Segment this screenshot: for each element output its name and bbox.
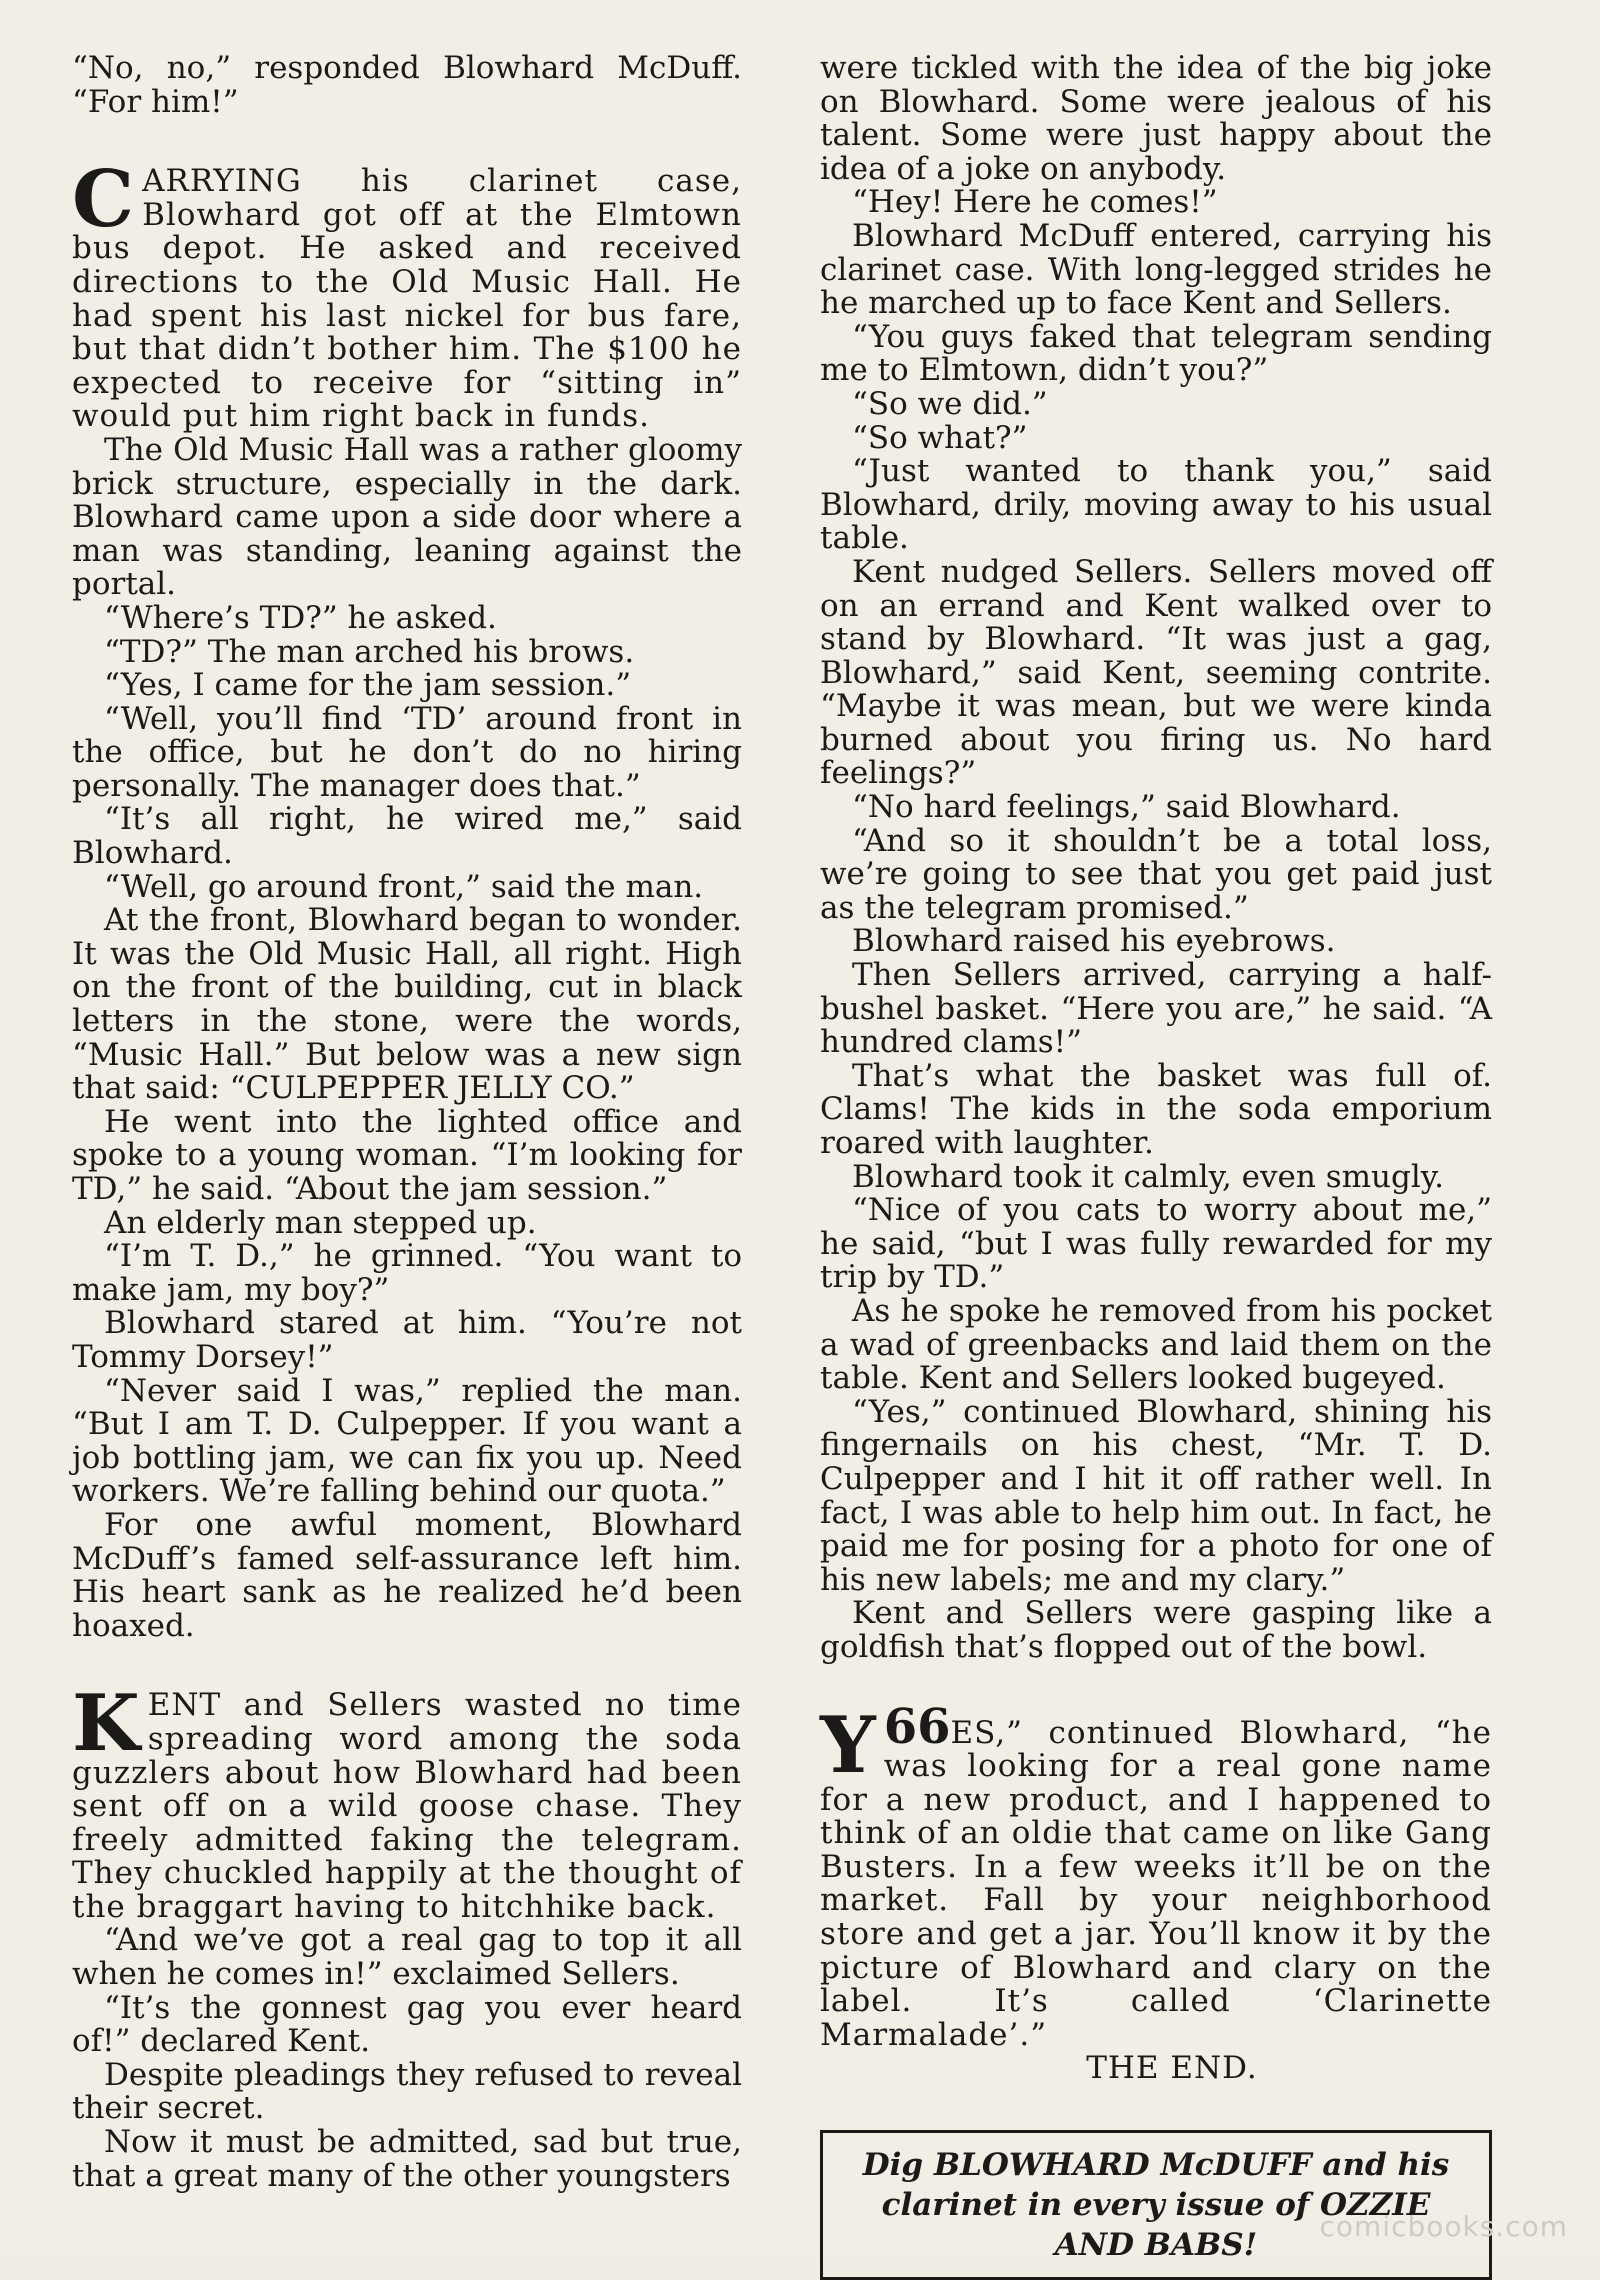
paragraph: Blowhard McDuff entered, carrying his clarinet case. With long-legged strides he he marched up to face Kent and Sellers. xyxy=(820,217,1492,322)
paragraph: As he spoke he removed from his pocket a wad of greenbacks and laid them on the table. Kent and Sellers looked bugeyed. xyxy=(820,1292,1492,1397)
paragraph: “So what?” xyxy=(852,419,1028,456)
lead-text: ES,” continued Blowhard, “he was looking for a real gone name for a new product, and I happened to think of an oldie that came on like Gang Busters. In a few weeks it’ll be on the market. Fall by your neighborhood store and get a jar. You’ll know it by the picture of Blowhard and clary on the label. It’s called ‘Clarinette Marmalade’.” xyxy=(820,1714,1492,2053)
section-gap xyxy=(72,1643,742,1689)
paragraph: “It’s all right, he wired me,” said Blowhard. xyxy=(72,801,742,872)
drop-cap: Y xyxy=(820,1699,876,1791)
section-lead-paragraph xyxy=(72,1678,742,1925)
paragraph: Blowhard took it calmly, even smugly. xyxy=(852,1158,1444,1195)
paragraph: “It’s the gonnest gag you ever heard of!” declared Kent. xyxy=(72,1989,742,2060)
paragraph: He went into the lighted office and spoke to a young woman. “I’m looking for TD,” he said. “About the jam session.” xyxy=(72,1103,742,1207)
paragraph: Kent nudged Sellers. Sellers moved off on an errand and Kent walked over to stand by Blowhard. “It was just a gag, Blowhard,” said Kent, seeming contrite. “Maybe it was mean, but we were kinda burned about you firing us. No hard feelings?” xyxy=(820,553,1492,792)
paragraph: “And we’ve got a real gag to top it all when he comes in!” exclaimed Sellers. xyxy=(72,1922,742,1993)
paragraph: “So we did.” xyxy=(852,385,1048,422)
paragraph: “Just wanted to thank you,” said Blowhard, drily, moving away to his usual table. xyxy=(820,453,1492,557)
paragraph: Despite pleadings they refused to reveal their secret. xyxy=(72,2056,742,2127)
paragraph: At the front, Blowhard began to wonder. It was the Old Music Hall, all right. High on the front of the building, cut in black letters in the stone, were the words, “Music Hall.” But below was a new sign that said: “CULPEPPER JELLY CO.” xyxy=(72,902,742,1107)
lead-text: ARRYING his clarinet case, Blowhard got off at the Elmtown bus depot. He asked and received directions to the Old Music Hall. He had spent his last nickel for bus fare, but that didn’t bother him. The $100 he expected to receive for “sitting in” would put him right back in funds. xyxy=(72,163,742,435)
paragraph: “Nice of you cats to worry about me,” he said, “but I was fully rewarded for my trip by TD.” xyxy=(820,1192,1492,1296)
section-gap xyxy=(72,119,742,165)
paragraph: “Where’s TD?” he asked. xyxy=(104,599,497,636)
lead-text: ENT and Sellers wasted no time spreading word among the soda guzzlers about how Blowhard had been sent off on a wild goose chase. They freely admitted faking the telegram. They chuckled happily at the thought of the braggart having to hitchhike back. xyxy=(72,1687,742,1925)
paragraph: Then Sellers arrived, carrying a half-bushel basket. “Here you are,” he said. “A hundred clams!” xyxy=(820,957,1492,1061)
section-lead-paragraph xyxy=(72,154,742,435)
promo-text: Dig BLOWHARD McDUFF and his clarinet in every issue of OZZIE AND BABS! xyxy=(862,2147,1450,2264)
paragraph: “You guys faked that telegram sending me to Elmtown, didn’t you?” xyxy=(820,318,1492,389)
paragraph: Blowhard stared at him. “You’re not Tommy Dorsey!” xyxy=(72,1305,742,1375)
paragraph: “Well, go around front,” said the man. xyxy=(104,868,704,905)
paragraph: Kent and Sellers were gasping like a goldfish that’s flopped out of the bowl. xyxy=(820,1595,1492,1665)
paragraph: “I’m T. D.,” he grinned. “You want to make jam, my boy?” xyxy=(72,1238,742,1308)
the-end-label: THE END. xyxy=(1086,2050,1258,2087)
paragraph: “Never said I was,” replied the man. “But I am T. D. Culpepper. If you want a job bottling jam, we can fix you up. Need workers. We’re falling behind our quota.” xyxy=(72,1372,742,1510)
left-column xyxy=(72,52,742,2193)
paragraph: “No, no,” responded Blowhard McDuff. “For him!” xyxy=(72,50,742,120)
paragraph: “Yes,” continued Blowhard, shining his fingernails on his chest, “Mr. T. D. Culpepper and I hit it off rather well. In fact, I was able to help him out. In fact, he paid me for posing for a photo for one of his new labels; me and my clary.” xyxy=(820,1393,1492,1598)
paragraph: “TD?” The man arched his brows. xyxy=(104,633,635,670)
paragraph: “No hard feelings,” said Blowhard. xyxy=(852,789,1401,826)
paragraph: That’s what the basket was full of. Clams! The kids in the soda emporium roared with laughter. xyxy=(820,1057,1492,1161)
paragraph: “Hey! Here he comes!” xyxy=(852,184,1218,221)
paragraph: “Well, you’ll find ‘TD’ around front in the office, but he don’t do no hiring personally. The manager does that.” xyxy=(72,700,742,804)
paragraph: Now it must be admitted, sad but true, that a great many of the other youngsters xyxy=(72,2124,742,2194)
paragraph: For one awful moment, Blowhard McDuff’s famed self-assurance left him. His heart sank as he realized he’d been hoaxed. xyxy=(72,1506,742,1644)
open-quote-mark: 66 xyxy=(883,1698,951,1755)
paragraph: An elderly man stepped up. xyxy=(104,1204,537,1241)
paragraph: “And so it shouldn’t be a total loss, we’re going to see that you get paid just as the telegram promised.” xyxy=(820,822,1492,926)
paragraph: The Old Music Hall was a rather gloomy brick structure, especially in the dark. Blowhard came upon a side door where a man was standing, leaning against the portal. xyxy=(72,431,742,603)
paragraph: were tickled with the idea of the big joke on Blowhard. Some were jealous of his talent. Some were just happy about the idea of a joke on anybody. xyxy=(820,50,1492,187)
right-column xyxy=(820,52,1492,2280)
drop-cap: C xyxy=(72,154,135,246)
promo-box xyxy=(820,2130,1492,2280)
watermark: comicbooks.com xyxy=(1319,2210,1568,2243)
drop-cap: K xyxy=(72,1678,140,1770)
paragraph: “Yes, I came for the jam session.” xyxy=(104,667,632,704)
section-lead-paragraph xyxy=(820,1698,1492,2053)
paragraph: Blowhard raised his eyebrows. xyxy=(852,923,1336,960)
